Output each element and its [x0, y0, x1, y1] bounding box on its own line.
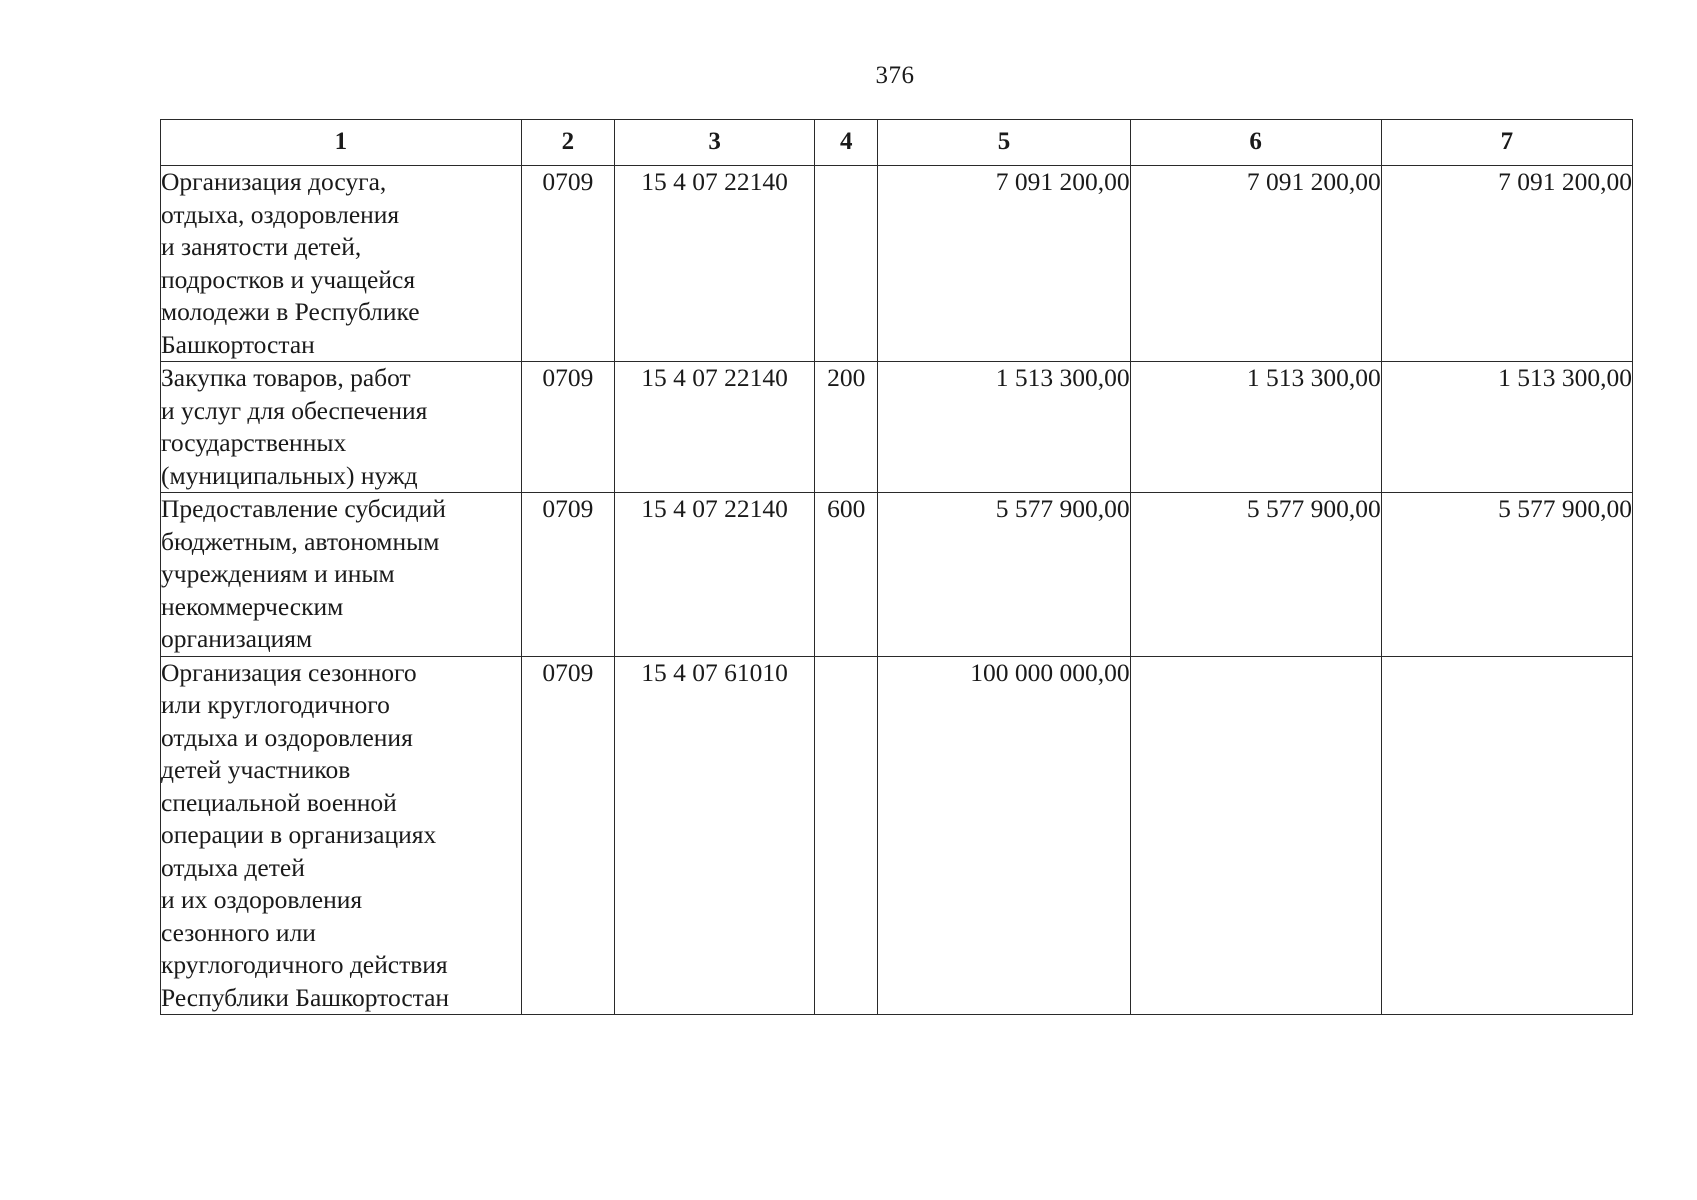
name-line: Организация досуга, [161, 167, 387, 196]
header-col-6: 6 [1130, 120, 1381, 166]
name-line: отдыха и оздоровления [161, 722, 413, 752]
name-line: отдыха, оздоровления [161, 199, 400, 229]
page-number: 376 [875, 62, 915, 89]
sum-cell-6: 7 091 200,00 [1130, 166, 1381, 362]
table-row [161, 166, 1633, 362]
sum-cell-7: 1 513 300,00 [1381, 362, 1632, 493]
name-line: (муниципальных) нужд [161, 460, 418, 490]
name-line: специальной военной [161, 787, 397, 817]
sum-cell-5: 5 577 900,00 [878, 493, 1130, 657]
name-line: подростков и учащейся [161, 264, 416, 294]
header-row [161, 120, 1633, 166]
sum-cell-7 [1381, 656, 1632, 1015]
name-line: некоммерческим [161, 591, 344, 621]
name-line: учреждениям и иным [161, 559, 395, 588]
name-line: операции в организациях [161, 820, 437, 849]
row-name-cell [161, 362, 522, 493]
table-row [161, 362, 1633, 493]
name-line: Организация сезонного [161, 657, 417, 687]
table-row [161, 493, 1633, 657]
sum-cell-6 [1130, 656, 1381, 1015]
expense-type-cell [815, 656, 878, 1015]
target-article-cell: 15 4 07 61010 [615, 656, 815, 1015]
name-line: бюджетным, автономным [161, 526, 440, 556]
name-line: Башкортостан [161, 329, 315, 359]
sum-cell-5: 100 000 000,00 [878, 656, 1130, 1015]
header-col-4: 4 [815, 120, 878, 166]
header-col-1: 1 [161, 120, 522, 166]
target-article-cell: 15 4 07 22140 [615, 362, 815, 493]
sum-cell-5: 7 091 200,00 [878, 166, 1130, 362]
sum-cell-6: 1 513 300,00 [1130, 362, 1381, 493]
section-cell: 0709 [521, 166, 614, 362]
budget-table [160, 119, 1633, 1015]
header-col-5: 5 [878, 120, 1130, 166]
name-line: Предоставление субсидий [161, 494, 446, 523]
row-name-cell [161, 656, 522, 1015]
sum-cell-6: 5 577 900,00 [1130, 493, 1381, 657]
name-line: и занятости детей, [161, 232, 362, 261]
name-line: государственных [161, 428, 347, 457]
row-name-cell [161, 493, 522, 657]
header-col-7: 7 [1381, 120, 1632, 166]
name-line: круглогодичного действия [161, 950, 448, 979]
header-col-3: 3 [615, 120, 815, 166]
section-cell: 0709 [521, 362, 614, 493]
table-row [161, 656, 1633, 1015]
header-col-2: 2 [521, 120, 614, 166]
name-line: детей участников [161, 755, 351, 784]
sum-cell-7: 5 577 900,00 [1381, 493, 1632, 657]
name-line: сезонного или [161, 917, 316, 947]
name-line: Республики Башкортостан [161, 982, 450, 1012]
section-cell: 0709 [521, 493, 614, 657]
target-article-cell: 15 4 07 22140 [615, 166, 815, 362]
name-line: и услуг для обеспечения [161, 395, 428, 425]
expense-type-cell: 200 [815, 362, 878, 493]
expense-type-cell: 600 [815, 493, 878, 657]
target-article-cell: 15 4 07 22140 [615, 493, 815, 657]
sum-cell-5: 1 513 300,00 [878, 362, 1130, 493]
name-line: или круглогодичного [161, 690, 390, 719]
name-line: Закупка товаров, работ [161, 363, 411, 392]
name-line: организациям [161, 624, 313, 653]
sum-cell-7: 7 091 200,00 [1381, 166, 1632, 362]
section-cell: 0709 [521, 656, 614, 1015]
name-line: молодежи в Республике [161, 297, 420, 326]
expense-type-cell [815, 166, 878, 362]
name-line: и их оздоровления [161, 885, 363, 914]
name-line: отдыха детей [161, 852, 305, 882]
row-name-cell [161, 166, 522, 362]
